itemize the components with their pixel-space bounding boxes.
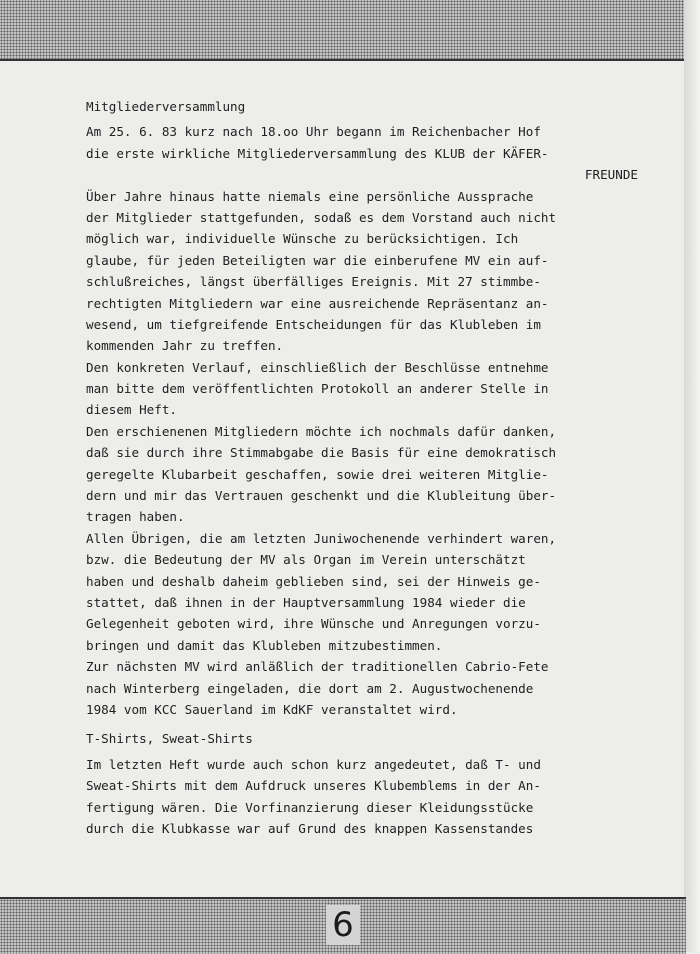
text-line: rechtigten Mitgliedern war eine ausreichende Repräsentanz an- [86,295,549,311]
text-line: daß sie durch ihre Stimmabgabe die Basis für eine demokratisch [86,445,557,461]
text-line: Zur nächsten MV wird anläßlich der traditionellen Cabrio-Fete [86,659,549,675]
text-line: Allen Übrigen, die am letzten Juniwochenende verhindert waren, [86,530,557,546]
text-line: Den erschienenen Mitgliedern möchte ich nochmals dafür danken, [86,423,557,439]
text-line: Sweat-Shirts mit dem Aufdruck unseres Klubemblems in der An- [86,778,541,794]
top-halftone-band [0,0,686,61]
text-line: schlußreiches, längst überfälliges Ereignis. Mit 27 stimmbe- [86,274,541,290]
text-line: nach Winterberg eingeladen, die dort am 2. Augustwochenende [86,680,534,696]
page-edge-shadow [684,0,700,952]
text-line: geregelte Klubarbeit geschaffen, sowie drei weiteren Mitglie- [86,466,549,482]
section-heading: T-Shirts, Sweat-Shirts [86,731,253,747]
text-line: Im letzten Heft wurde auch schon kurz angedeutet, daß T- und [86,756,541,772]
text-line: FREUNDE [584,167,638,183]
paragraph [86,754,638,840]
text-line: diesem Heft. [86,402,177,418]
page-number-label: 6 [326,905,360,945]
text-line: Über Jahre hinaus hatte niemals eine persönliche Aussprache [86,188,534,204]
text-line: wesend, um tiefgreifende Entscheidungen für das Klubleben im [86,316,541,332]
text-line: Den konkreten Verlauf, einschließlich der Beschlüsse entnehme [86,359,549,375]
text-line: durch die Klubkasse war auf Grund des knappen Kassenstandes [86,820,534,836]
text-line: kommenden Jahr zu treffen. [86,338,284,354]
text-line: der Mitglieder stattgefunden, sodaß es dem Vorstand auch nicht [86,209,557,225]
text-line: stattet, daß ihnen in der Hauptversammlung 1984 wieder die [86,594,526,610]
page-number [0,897,686,952]
text-line: Gelegenheit geboten wird, ihre Wünsche und Anregungen vorzu- [86,616,541,632]
section-heading: Mitgliederversammlung [86,99,246,114]
text-line: man bitte dem veröffentlichten Protokoll an anderer Stelle in [86,381,549,397]
paragraph [86,186,638,721]
text-line: bzw. die Bedeutung der MV als Organ im Verein unterschätzt [86,552,526,568]
text-line: 1984 vom KCC Sauerland im KdKF veranstaltet wird. [86,701,458,717]
text-line: fertigung wären. Die Vorfinanzierung dieser Kleidungsstücke [86,799,534,815]
text-line: die erste wirkliche Mitgliederversammlung des KLUB der KÄFER- [86,145,549,161]
document-body [86,96,638,839]
text-line: dern und mir das Vertrauen geschenkt und die Klubleitung über- [86,488,557,504]
text-line: tragen haben. [86,509,185,525]
text-line: möglich war, individuelle Wünsche zu berücksichtigen. Ich [86,231,519,247]
paragraph [86,121,638,185]
text-line: Am 25. 6. 83 kurz nach 18.oo Uhr begann im Reichenbacher Hof [86,124,541,140]
text-line: glaube, für jeden Beteiligten war die einberufene MV ein auf- [86,252,549,268]
text-line: bringen und damit das Klubleben mitzubestimmen. [86,637,443,653]
text-line: haben und deshalb daheim geblieben sind, sei der Hinweis ge- [86,573,541,589]
